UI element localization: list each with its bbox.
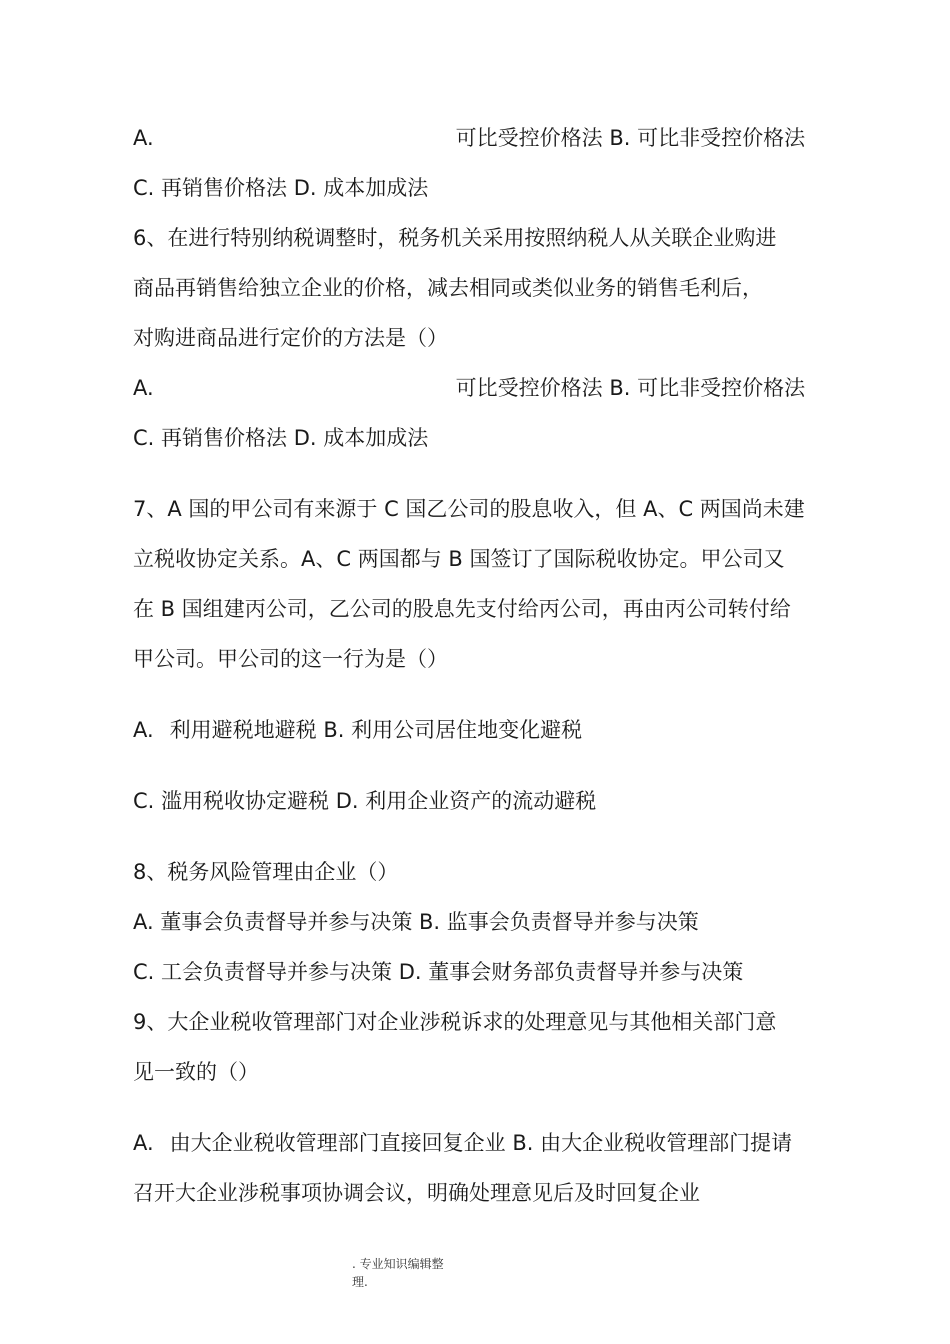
q8-option-a-b: A. 董事会负责督导并参与决策 B. 监事会负责督导并参与决策 <box>133 910 699 934</box>
q7-text-line-1: 7、A 国的甲公司有来源于 C 国乙公司的股息收入，但 A、C 两国尚未建 <box>133 497 805 521</box>
q7-text-line-2: 立税收协定关系。A、C 两国都与 B 国签订了国际税收协定。甲公司又 <box>133 547 785 571</box>
footer-note-line-2: 理. <box>352 1275 368 1289</box>
q6-text-line-2: 商品再销售给独立企业的价格，减去相同或类似业务的销售毛利后， <box>133 276 763 300</box>
q6-option-a-b: A. 可比受控价格法 B. 可比非受控价格法 <box>133 376 806 400</box>
q6-option-c-d: C. 再销售价格法 D. 成本加成法 <box>133 426 429 450</box>
q5-option-a-b: A. 可比受控价格法 B. 可比非受控价格法 <box>133 126 806 150</box>
q7-text-line-3: 在 B 国组建丙公司，乙公司的股息先支付给丙公司，再由丙公司转付给 <box>133 597 791 621</box>
q8-option-c-d: C. 工会负责督导并参与决策 D. 董事会财务部负责督导并参与决策 <box>133 960 744 984</box>
q7-option-c-d: C. 滥用税收协定避税 D. 利用企业资产的流动避税 <box>133 789 597 813</box>
q5-option-c-d: C. 再销售价格法 D. 成本加成法 <box>133 176 429 200</box>
q7-text-line-4: 甲公司。甲公司的这一行为是（） <box>133 647 448 671</box>
q6-text-line-1: 6、在进行特别纳税调整时，税务机关采用按照纳税人从关联企业购进 <box>133 226 777 250</box>
q9-text-line-1: 9、大企业税收管理部门对企业涉税诉求的处理意见与其他相关部门意 <box>133 1010 777 1034</box>
q9-option-a-b: A. 由大企业税收管理部门直接回复企业 B. 由大企业税收管理部门提请 <box>133 1131 793 1155</box>
footer-note-line-1: . 专业知识编辑整 <box>352 1257 444 1271</box>
q8-text: 8、税务风险管理由企业（） <box>133 860 399 884</box>
q9-text-line-2: 见一致的（） <box>133 1060 259 1084</box>
q7-option-a-b: A. 利用避税地避税 B. 利用公司居住地变化避税 <box>133 718 583 742</box>
q9-option-b-continued: 召开大企业涉税事项协调会议，明确处理意见后及时回复企业 <box>133 1181 700 1205</box>
q6-text-line-3: 对购进商品进行定价的方法是（） <box>133 326 448 350</box>
